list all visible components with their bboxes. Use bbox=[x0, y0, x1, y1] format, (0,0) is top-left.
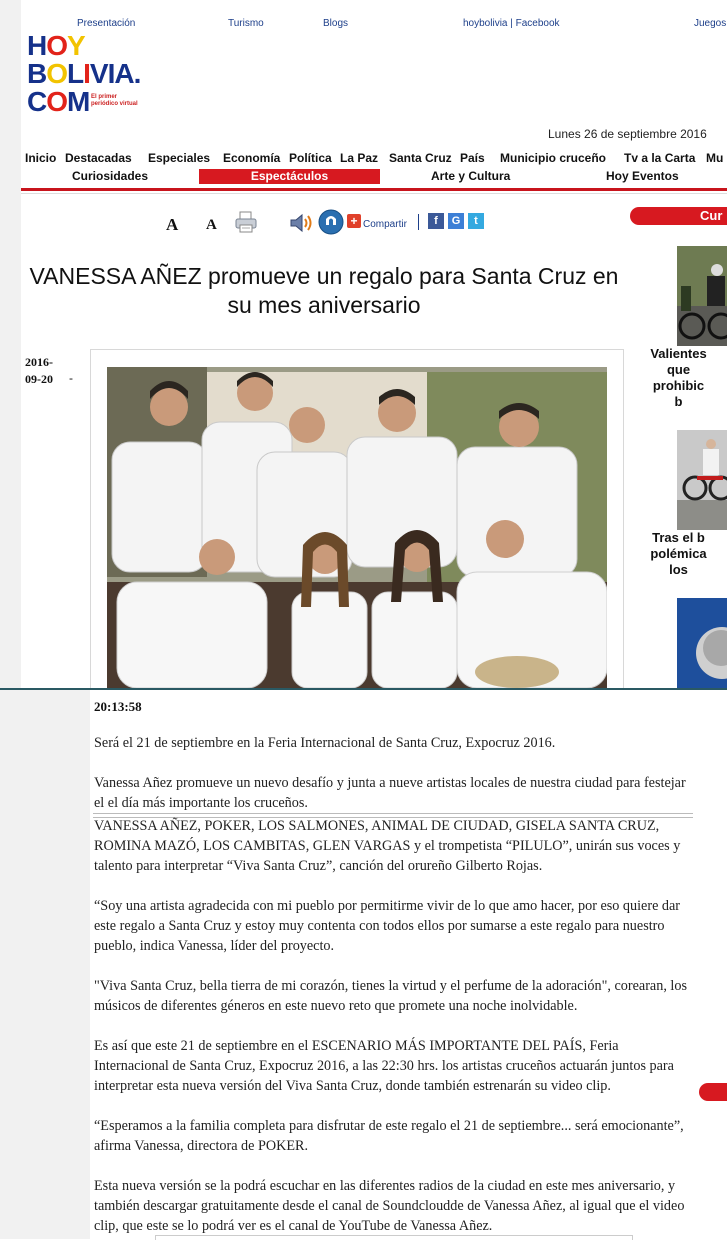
twitter-share-icon[interactable]: t bbox=[468, 213, 484, 229]
nav-inicio[interactable]: Inicio bbox=[25, 151, 57, 165]
sidebar-thumb-bicycles[interactable] bbox=[677, 430, 727, 530]
logo-tagline: El primer periódico virtual bbox=[91, 94, 138, 107]
sidebar-curiosidades-tab[interactable]: Cur bbox=[630, 207, 727, 225]
nav-economia[interactable]: Economía bbox=[223, 151, 281, 165]
sidebar-caption-line[interactable]: que bbox=[666, 362, 691, 377]
article-paragraph: Esta nueva versión se la podrá escuchar en las diferentes radios de la ciudad en este mes aniversario, y también descargar gratuitamente desde el canal de Soundcloudde de Vanessa Añez, al igual que el video clip, que este se lo podrá ver es el canal de YouTube de Vanessa Añez. bbox=[94, 1178, 685, 1234]
subnav-espectaculos[interactable]: Espectáculos bbox=[199, 169, 380, 184]
facebook-share-icon[interactable]: f bbox=[428, 213, 444, 229]
publication-date bbox=[25, 354, 53, 388]
article-body-intro bbox=[94, 733, 694, 813]
main-nav bbox=[21, 151, 727, 167]
logo-line-hoy: HOY bbox=[27, 30, 85, 61]
current-date: Lunes 26 de septiembre 2016 bbox=[548, 127, 707, 141]
article-body bbox=[94, 816, 694, 1236]
article-headline: VANESSA AÑEZ promueve un regalo para Santa Cruz en su mes aniversario bbox=[29, 263, 619, 318]
publication-date-dash: - bbox=[69, 371, 73, 385]
article-photo-group-of-artists[interactable] bbox=[107, 367, 607, 688]
font-size-increase-button[interactable]: A bbox=[206, 217, 217, 233]
nav-municipio-cruceno[interactable]: Municipio cruceño bbox=[500, 151, 607, 165]
sidebar-caption-line[interactable]: Tras el b bbox=[652, 530, 705, 545]
logo-line-com: COM bbox=[27, 86, 90, 117]
audio-speaker-icon[interactable] bbox=[289, 212, 315, 239]
sidebar-caption-line[interactable]: polémica bbox=[650, 546, 707, 561]
print-icon[interactable] bbox=[234, 211, 258, 238]
article-paragraph: VANESSA AÑEZ, POKER, LOS SALMONES, ANIMAL DE CIUDAD, GISELA SANTA CRUZ, ROMINA MAZÓ, LOS CAMBITAS, GLEN VARGAS y el trompetista “PILULO”, unirán sus voces y talento para interpretar “Viva Santa Cruz”, canción del orureño Gilberto Rojas. bbox=[94, 818, 681, 874]
nav-politica[interactable]: Política bbox=[289, 151, 332, 165]
sidebar-caption-line[interactable]: b bbox=[674, 394, 683, 409]
share-plus-icon[interactable]: + bbox=[347, 214, 361, 228]
nav-divider-grey bbox=[21, 193, 727, 194]
sidebar-caption-line[interactable]: Valientes bbox=[650, 346, 707, 361]
bottom-frame-edge bbox=[155, 1235, 633, 1240]
site-logo[interactable] bbox=[27, 32, 139, 118]
sidebar-red-tab[interactable] bbox=[699, 1083, 727, 1101]
top-utility-nav bbox=[0, 18, 727, 32]
article-paragraph: "Viva Santa Cruz, bella tierra de mi corazón, tienes la virtud y el perfume de la adoración", corearan, los músicos de diferentes géneros en este nuevo reto que promete una noche inolvidable. bbox=[94, 978, 687, 1014]
top-nav-blogs[interactable]: Blogs bbox=[323, 18, 349, 29]
screenshot-seam bbox=[0, 688, 727, 690]
article-paragraph: “Soy una artista agradecida con mi pueblo por permitirme vivir de lo que amo hacer, por eso quiere dar este regalo a Santa Cruz y estoy muy contenta con todos ellos por sumarse a este regalo para nuestro pueblo, indica Vanessa, líder del proyecto. bbox=[94, 898, 681, 954]
share-button[interactable]: Compartir bbox=[363, 219, 407, 230]
subnav-arte-cultura[interactable]: Arte y Cultura bbox=[431, 169, 511, 183]
nav-tv-a-la-carta[interactable]: Tv a la Carta bbox=[624, 151, 696, 165]
toolbar-separator bbox=[418, 214, 419, 230]
nav-destacadas[interactable]: Destacadas bbox=[65, 151, 132, 165]
nav-more[interactable]: Mu bbox=[706, 151, 724, 165]
subnav-curiosidades[interactable]: Curiosidades bbox=[72, 169, 149, 183]
publication-date-line: 2016- bbox=[25, 355, 53, 369]
google-share-icon[interactable]: G bbox=[448, 213, 464, 229]
top-nav-presentacion[interactable]: Presentación bbox=[77, 18, 136, 29]
nav-la-paz[interactable]: La Paz bbox=[340, 151, 379, 165]
sidebar-caption-line[interactable]: los bbox=[669, 562, 688, 577]
sidebar-caption-line[interactable]: prohibic bbox=[652, 378, 705, 393]
listen-circle-icon[interactable] bbox=[318, 209, 344, 240]
nav-divider-red bbox=[21, 188, 727, 191]
top-nav-juegos[interactable]: Juegos bbox=[694, 18, 727, 29]
sidebar-thumb-cyclists[interactable] bbox=[677, 246, 727, 346]
article-paragraph: Será el 21 de septiembre en la Feria Internacional de Santa Cruz, Expocruz 2016. bbox=[94, 735, 556, 751]
article-paragraph: “Esperamos a la familia completa para disfrutar de este regalo el 21 de septiembre... será emocionante”, afirma Vanessa, directora de POKER. bbox=[94, 1118, 684, 1154]
nav-pais[interactable]: País bbox=[460, 151, 485, 165]
top-nav-facebook[interactable]: hoybolivia | Facebook bbox=[463, 18, 560, 29]
left-margin-strip bbox=[0, 0, 21, 688]
section-subnav bbox=[21, 169, 727, 185]
article-paragraph: Es así que este 21 de septiembre en el ESCENARIO MÁS IMPORTANTE DEL PAÍS, Feria Internacional de Santa Cruz, Expocruz 2016, a las 22:30 hrs. los artistas cruceños actuarán juntos para interpretar esta nueva versión del Viva Santa Cruz, donde también estrenarán su video clip. bbox=[94, 1038, 674, 1094]
article-paragraph: Vanessa Añez promueve un nuevo desafío y junta a nueve artistas locales de nuestra ciudad para festejar el el día más importante los cruceños. bbox=[94, 775, 686, 811]
left-margin-lower bbox=[0, 690, 90, 1239]
subnav-hoy-eventos[interactable]: Hoy Eventos bbox=[606, 169, 679, 183]
nav-especiales[interactable]: Especiales bbox=[148, 151, 211, 165]
sidebar-thumb-portrait[interactable] bbox=[677, 598, 727, 688]
logo-line-bolivia: BOLIVIA. bbox=[27, 58, 141, 89]
publication-date-line: 09-20 bbox=[25, 372, 53, 386]
font-size-decrease-button[interactable]: A bbox=[166, 215, 179, 234]
publication-time: 20:13:58 bbox=[94, 699, 142, 714]
nav-santa-cruz[interactable]: Santa Cruz bbox=[389, 151, 452, 165]
top-nav-turismo[interactable]: Turismo bbox=[228, 18, 264, 29]
